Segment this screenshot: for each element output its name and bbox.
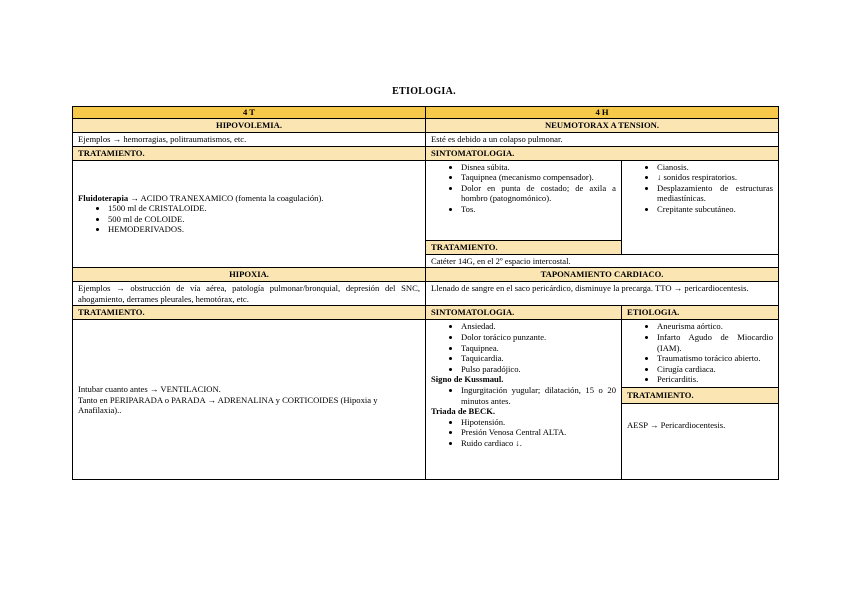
list-item: • Ruido cardiaco ↓. [461, 438, 616, 449]
list-item: • Infarto Agudo de Miocardio (IAM). [657, 332, 773, 353]
list-item: • Crepitante subcutáneo. [657, 204, 773, 215]
neumotorax-symptoms-right [622, 160, 779, 254]
neumotorax-treatment: Catéter 14G, en el 2º espacio intercostal. [426, 254, 779, 268]
kussmaul-label: Signo de Kussmaul. [431, 374, 504, 385]
taponamiento-treatment-label: TRATAMIENTO. [622, 387, 778, 404]
symptom-list-left [431, 162, 616, 215]
list-item: • Taquipnea. [461, 343, 616, 354]
beck-label: Triada de BECK. [431, 406, 496, 417]
kussmaul-list [431, 385, 616, 406]
neumotorax-treatment-label: TRATAMIENTO. [426, 240, 622, 254]
neumotorax-desc: Esté es debido a un colapso pulmonar. [426, 133, 779, 147]
list-item: • Presión Venosa Central ALTA. [461, 427, 616, 438]
taponamiento-symptoms-label: SINTOMATOLOGIA. [426, 306, 622, 320]
taponamiento-title: TAPONAMIENTO CARDIACO. [426, 268, 779, 282]
neumotorax-symptoms-label: SINTOMATOLOGIA. [426, 146, 779, 160]
hipovolemia-title: HIPOVOLEMIA. [73, 119, 426, 133]
list-item: • Hipotensión. [461, 417, 616, 428]
list-item: • Ingurgitación yugular; dilatación, 15 o 20 minutos antes. [461, 385, 616, 406]
hipovolemia-examples: Ejemplos → hemorragias, politraumatismos, etc. [73, 133, 426, 147]
list-item: • ↓ sonidos respiratorios. [657, 172, 773, 183]
header-4h: 4 H [426, 107, 779, 119]
fluid-label: Fluidoterapia [78, 192, 129, 203]
page-title: ETIOLOGIA. [392, 86, 456, 97]
taponamiento-symptom-list [431, 321, 616, 374]
list-item: • Disnea súbita. [461, 162, 616, 173]
list-item: • Taquipnea (mecanismo compensador). [461, 172, 616, 183]
list-item: • Desplazamiento de estructuras mediastínicas. [657, 183, 773, 204]
hipoxia-treatment [73, 320, 426, 480]
list-item: • Cirugía cardiaca. [657, 364, 773, 375]
etiology-list-wrap [622, 320, 778, 387]
hipoxia-treatment-line2: Tanto en PERIPARADA o PARADA → ADRENALINA y CORTICOIDES (Hipoxia y Anafilaxia).. [78, 394, 378, 416]
list-item: • Pericarditis. [657, 374, 773, 385]
taponamiento-treatment: AESP → Pericardiocentesis. [627, 419, 726, 430]
list-item: • HEMODERIVADOS. [108, 224, 420, 235]
list-item: • Dolor en punta de costado; de axila a hombro (patognomónico). [461, 183, 616, 204]
list-item: • Pulso paradójico. [461, 364, 616, 375]
taponamiento-etiology [622, 320, 779, 480]
list-item: • 500 ml de COLOIDE. [108, 214, 420, 225]
neumotorax-title: NEUMOTORAX A TENSION. [426, 119, 779, 133]
hipovolemia-treatment [73, 160, 426, 268]
list-item: • Ansiedad. [461, 321, 616, 332]
hipoxia-title: HIPOXIA. [73, 268, 426, 282]
etiology-table [72, 106, 779, 480]
list-item: • Dolor torácico punzante. [461, 332, 616, 343]
hipoxia-treatment-line1: Intubar cuanto antes → VENTILACION. [78, 383, 221, 394]
list-item: • Taquicardia. [461, 353, 616, 364]
hipovolemia-treatment-label: TRATAMIENTO. [73, 146, 426, 160]
list-item: • 1500 ml de CRISTALOIDE. [108, 203, 420, 214]
beck-list [431, 417, 616, 449]
taponamiento-symptoms [426, 320, 622, 480]
neumotorax-symptoms-left [426, 160, 622, 240]
taponamiento-desc: Llenado de sangre en el saco pericárdico, disminuye la precarga. TTO → pericardiocentesis. [426, 282, 779, 306]
list-item: • Cianosis. [657, 162, 773, 173]
list-item: • Aneurisma aórtico. [657, 321, 773, 332]
list-item: • Traumatismo torácico abierto. [657, 353, 773, 364]
taponamiento-etiology-label: ETIOLOGIA. [622, 306, 779, 320]
header-4t: 4 T [73, 107, 426, 119]
hipoxia-treatment-label: TRATAMIENTO. [73, 306, 426, 320]
hipoxia-examples: Ejemplos → obstrucción de vía aérea, patología pulmonar/bronquial, depresión del SNC, ahogamiento, derrames pleurales, hemotórax, etc. [73, 282, 426, 306]
taponamiento-etiology-list [627, 321, 773, 385]
hipovolemia-list [78, 203, 420, 235]
fluid-text: → ACIDO TRANEXAMICO (fomenta la coagulación). [128, 192, 324, 203]
list-item: • Tos. [461, 204, 616, 215]
symptom-list-right [627, 162, 773, 215]
fluid-line [78, 193, 420, 204]
